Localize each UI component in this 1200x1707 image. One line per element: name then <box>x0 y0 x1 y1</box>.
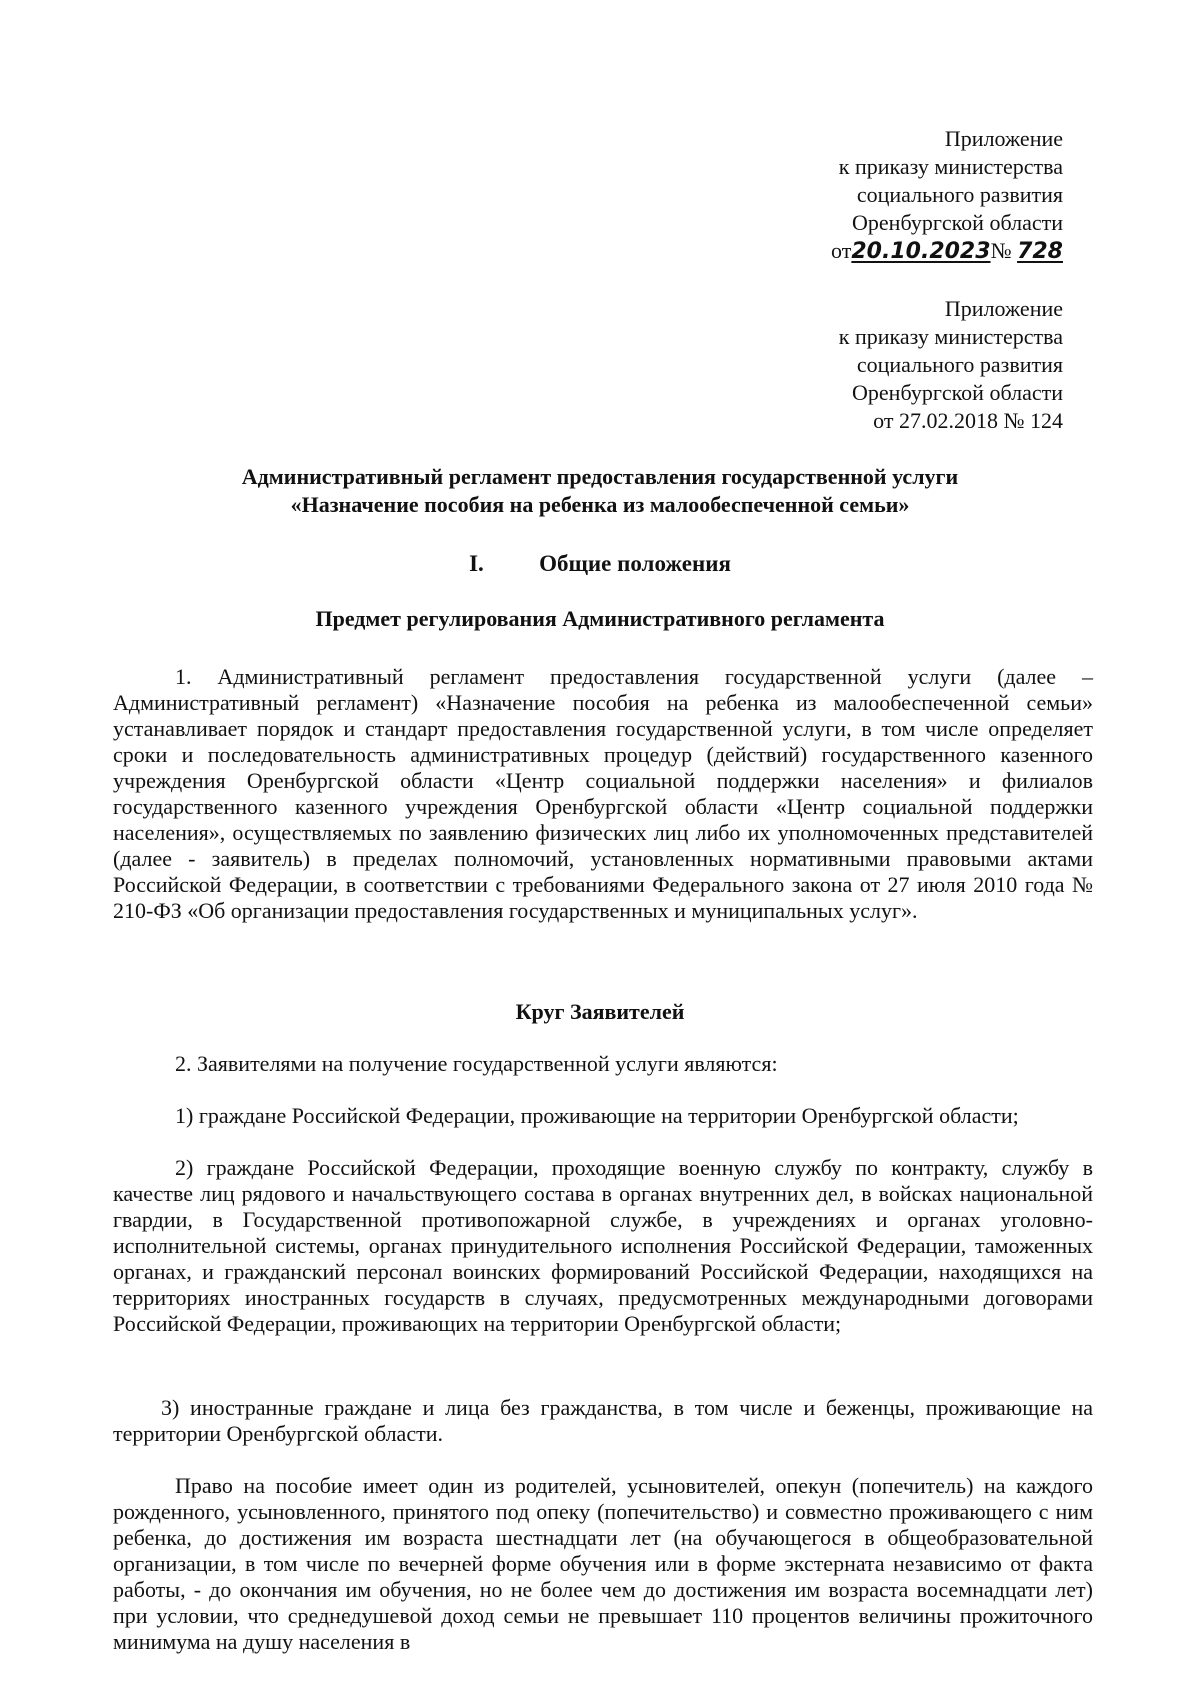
appendix-line: от 27.02.2018 № 124 <box>873 408 1063 433</box>
appendix-old-block <box>839 295 1063 435</box>
title-line-2: «Назначение пособия на ребенка из малообеспеченной семьи» <box>290 492 910 517</box>
paragraph-6: Право на пособие имеет один из родителей, усыновителей, опекун (попечитель) на каждого рожденного, усыновленного, принятого под опеку (попечительство) и совместно проживающего с ним ребенка, до достижения им возраста шестнадцати лет (на обучающегося в общеобразовательной организации, в том числе по вечерней форме обучения или в форме экстерната независимо от факта работы, - до окончания им обучения, но не более чем до достижения им возраста восемнадцати лет) при условии, что среднедушевой доход семьи не превышает 110 процентов величины прожиточного минимума на душу населения в <box>113 1473 1093 1654</box>
section-heading <box>0 550 1200 578</box>
subheading-subject: Предмет регулирования Административного регламента <box>315 606 885 631</box>
appendix-line: Оренбургской области <box>852 380 1063 405</box>
section-label: Общие положения <box>539 551 731 576</box>
appendix-line: Приложение <box>944 126 1063 151</box>
paragraph-1: 1. Административный регламент предоставления государственной услуги (далее – Административный регламент) «Назначение пособия на ребенка из малообеспеченной семьи» устанавливает порядок и стандарт предоставления государственной услуги, в том числе определяет сроки и последовательность административных процедур (действий) государственного казенного учреждения Оренбургской области «Центр социальной поддержки населения» и филиалов государственного казенного учреждения Оренбургской области «Центр социальной поддержки населения», осуществляемых по заявлению физических лиц либо их уполномоченных представителей (далее - заявитель) в пределах полномочий, установленных нормативными правовыми актами Российской Федерации, в соответствии с требованиями Федерального закона от 27 июля 2010 года № 210-ФЗ «Об организации предоставления государственных и муниципальных услуг». <box>113 664 1093 923</box>
section-numeral: I. <box>469 551 484 576</box>
paragraph-3: 1) граждане Российской Федерации, проживающие на территории Оренбургской области; <box>175 1103 1019 1128</box>
appendix-line: социального развития <box>856 352 1063 377</box>
handwritten-date: 20.10.2023 <box>851 239 991 264</box>
appendix-line: к приказу министерства <box>838 154 1063 179</box>
appendix-date-line <box>831 237 1063 266</box>
appendix-line: Приложение <box>944 296 1063 321</box>
appendix-new-block <box>831 125 1063 266</box>
appendix-line: Оренбургской области <box>852 210 1063 235</box>
paragraph-5: 3) иностранные граждане и лица без гражданства, в том числе и беженцы, проживающие на территории Оренбургской области. <box>113 1395 1093 1446</box>
handwritten-number: 728 <box>1017 239 1063 264</box>
subheading-applicants: Круг Заявителей <box>515 999 685 1024</box>
appendix-line: социального развития <box>856 182 1063 207</box>
paragraph-4: 2) граждане Российской Федерации, проходящие военную службу по контракту, службу в качестве лиц рядового и начальствующего состава в органах внутренних дел, в войсках национальной гвардии, в Государственной противопожарной службе, в учреждениях и органах уголовно-исполнительной системы, органах принудительного исполнения Российской Федерации, таможенных органах, и гражданский персонал воинских формирований Российской Федерации, находящихся на территориях иностранных государств в случаях, предусмотренных международными договорами Российской Федерации, проживающих на территории Оренбургской области; <box>113 1155 1093 1336</box>
title-line-1: Административный регламент предоставления государственной услуги <box>241 464 959 489</box>
number-sign: № <box>990 238 1012 263</box>
paragraph-2: 2. Заявителями на получение государственной услуги являются: <box>175 1051 778 1076</box>
appendix-line: к приказу министерства <box>838 324 1063 349</box>
document-title <box>0 463 1200 519</box>
date-prefix: от <box>831 238 852 263</box>
